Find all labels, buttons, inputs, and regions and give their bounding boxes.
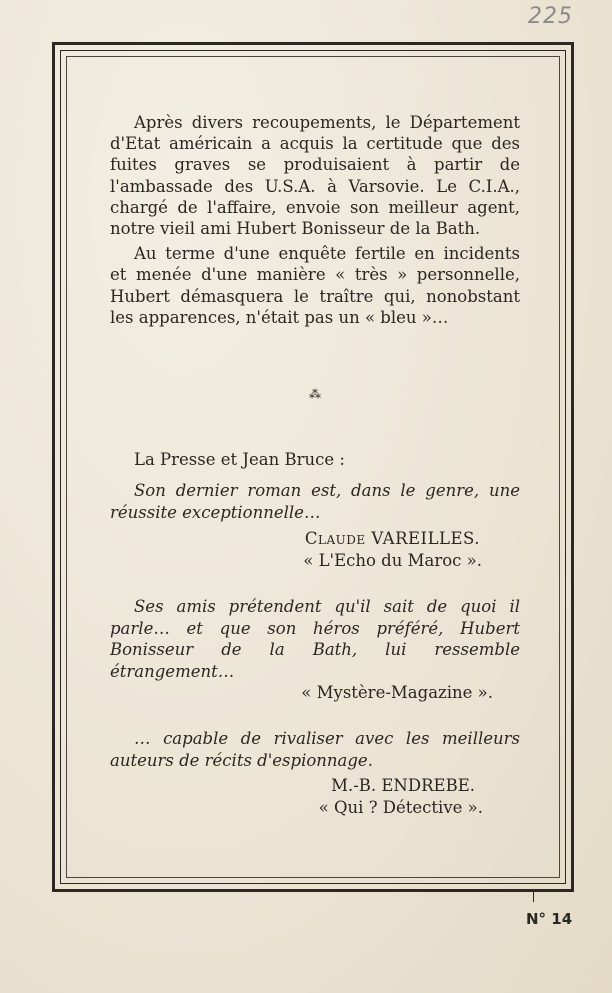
press-quote-1-source: « L'Echo du Maroc ». — [303, 551, 482, 570]
asterism-separator: ⁂ — [309, 387, 321, 401]
press-heading: La Presse et Jean Bruce : — [134, 450, 345, 469]
synopsis-text — [110, 112, 520, 328]
press-quote-2: Ses amis prétendent qu'il sait de quoi il parle… et que son héros préféré, Hubert Bonisseur de la Bath, lui ressemble étrangement… — [110, 597, 520, 681]
synopsis-paragraph-1: Après divers recoupements, le Département d'Etat américain a acquis la certitude que des fuites graves se produisaient à partir de l'ambassade des U.S.A. à Varsovie. Le C.I.A., chargé de l'affaire, envoie son meilleur agent, notre vieil ami Hubert Bonisseur de la Bath. — [110, 113, 520, 239]
handwritten-page-number: 225 — [528, 4, 573, 29]
press-quote-3: … capable de rivaliser avec les meilleurs auteurs de récits d'espionnage. — [110, 729, 520, 770]
press-quote-1-author: Claude VAREILLES. — [304, 529, 480, 548]
press-quote-3-source: « Qui ? Détective ». — [318, 798, 483, 817]
press-quote-3-author: M.-B. ENDREBE. — [331, 776, 475, 795]
page-number: N° 14 — [526, 910, 573, 928]
page-number-tick-mark — [533, 892, 534, 902]
synopsis-paragraph-2: Au terme d'une enquête fertile en incidents et menée d'une manière « très » personnelle, Hubert démasquera le traître qui, nonobstant les apparences, n'était pas un « bleu »… — [110, 244, 520, 327]
press-quote-2-source: « Mystère-Magazine ». — [301, 683, 493, 702]
press-quote-1: Son dernier roman est, dans le genre, une réussite exceptionnelle… — [110, 481, 520, 522]
